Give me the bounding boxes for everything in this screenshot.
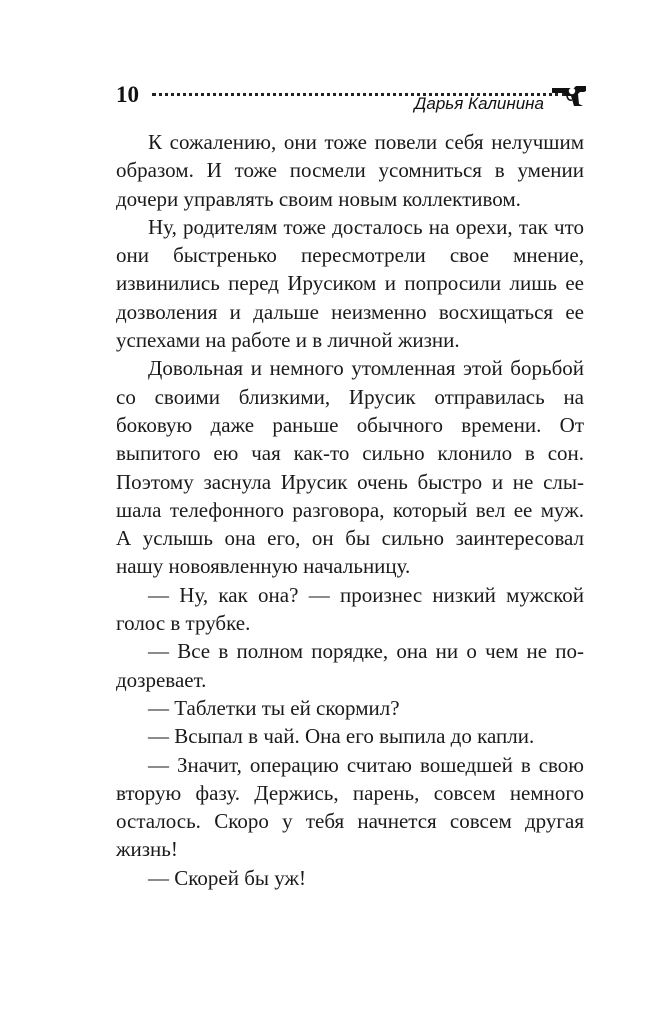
paragraph: К сожалению, они тоже повели себя нелучшим образом. И тоже посмели усомниться в умении дочери управлять своим новым коллективом. xyxy=(116,130,584,211)
page-number: 10 xyxy=(116,82,139,107)
dialogue-line: — Всыпал в чай. Она его выпила до капли. xyxy=(148,724,535,749)
running-header xyxy=(116,80,588,120)
dialogue-line: — Таблетки ты ей скормил? xyxy=(148,695,400,720)
author-name: Дарья Калинина xyxy=(414,94,544,113)
dialogue-line: — Значит, операцию считаю вошедшей в свою вторую фазу. Держись, парень, совсем немного осталось. Скоро у тебя начнется совсем другая жизнь! xyxy=(116,752,584,862)
dialogue-line: — Скорей бы уж! xyxy=(148,865,306,890)
paragraph: Ну, родителям тоже досталось на орехи, так что они быстренько пересмотрели свое мнение, извинились перед Ирусиком и попросили лишь ее дозволения и дальше неизменно восхищаться ее успехами на работе и в личной жизни. xyxy=(116,214,584,353)
dialogue-line: — Ну, как она? — произнес низкий мужской голос в трубке. xyxy=(116,582,584,636)
revolver-icon xyxy=(550,82,588,108)
dialogue-line: — Все в полном порядке, она ни о чем не подозревает. xyxy=(116,639,584,692)
page-text xyxy=(116,128,584,892)
paragraph: Довольная и немного утомленная этой борьбой со своими близкими, Ирусик отправилась на боковую даже раньше обычного времени. От выпитого ею чая как-то сильно клонило в сон. Поэтому заснула Ирусик очень быстро и не слышала телефонного разговора, который вел ее муж. А услышь она его, он бы сильно заинтересовал нашу новоявленную начальницу. xyxy=(116,356,584,579)
